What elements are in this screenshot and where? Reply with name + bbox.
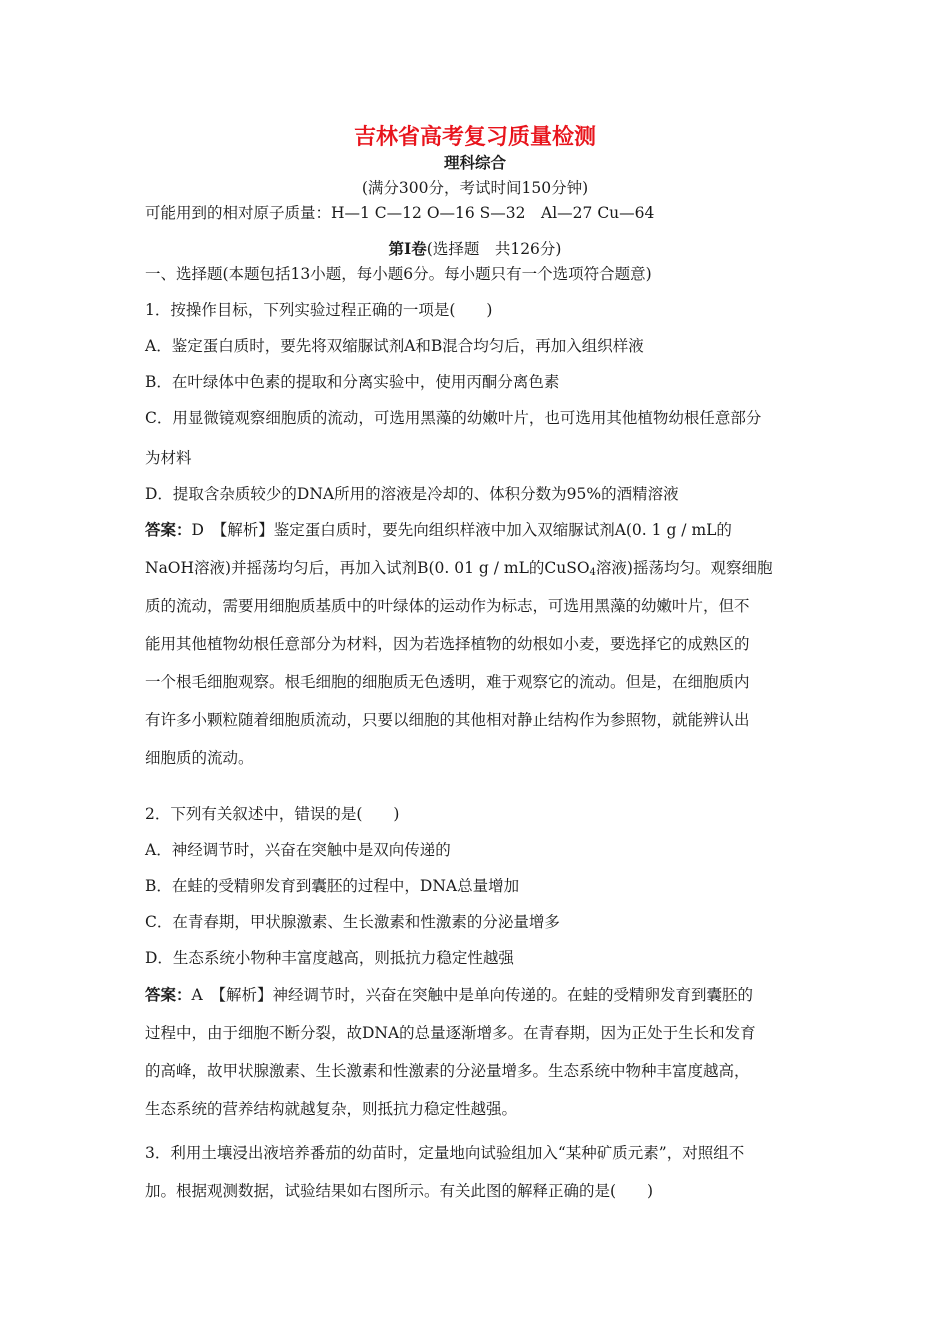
q2-option-c: C．在青春期，甲状腺激素、生长激素和性激素的分泌量增多 bbox=[145, 913, 560, 931]
q1-option-d: D．提取含杂质较少的DNA所用的溶液是冷却的、体积分数为95%的酒精溶液 bbox=[145, 485, 679, 503]
q2-option-d: D．生态系统小物种丰富度越高，则抵抗力稳定性越强 bbox=[145, 949, 514, 967]
part-title-bold: 第Ⅰ卷 bbox=[388, 239, 427, 258]
q1-option-a: A．鉴定蛋白质时，要先将双缩脲试剂A和B混合均匀后，再加入组织样液 bbox=[145, 337, 644, 355]
q3-stem-line1: 3．利用土壤浸出液培养番茄的幼苗时，定量地向试验组加入“某种矿质元素”，对照组不 bbox=[145, 1144, 745, 1162]
score-info: (满分300分，考试时间150分钟) bbox=[361, 179, 589, 197]
q1-option-b: B．在叶绿体中色素的提取和分离实验中，使用丙酮分离色素 bbox=[145, 373, 560, 391]
q1-answer-label: 答案： bbox=[145, 520, 192, 539]
q2-option-b: B．在蛙的受精卵发育到囊胚的过程中，DNA总量增加 bbox=[145, 877, 520, 895]
q1-answer-line1: 答案：D 【解析】鉴定蛋白质时，要先向组织样液中加入双缩脲试剂A(0. 1 g / mL的 bbox=[145, 520, 732, 539]
atomic-masses: 可能用到的相对原子质量：H—1 C—12 O—16 S—32 Al—27 Cu—64 bbox=[145, 204, 655, 222]
q2-answer-line1: 答案：A 【解析】神经调节时，兴奋在突触中是单向传递的。在蛙的受精卵发育到囊胚的 bbox=[145, 985, 753, 1004]
q1-answer-line5: 一个根毛细胞观察。根毛细胞的细胞质无色透明，难于观察它的流动。但是，在细胞质内 bbox=[145, 673, 750, 691]
part-title bbox=[0, 239, 950, 259]
section-instruction: 一、选择题(本题包括13小题，每小题6分。每小题只有一个选项符合题意) bbox=[145, 265, 652, 283]
q1-stem: 1．按操作目标，下列实验过程正确的一项是( ) bbox=[145, 301, 493, 319]
document-title: 吉林省高考复习质量检测 bbox=[353, 124, 596, 150]
q1-answer-line3: 质的流动，需要用细胞质基质中的叶绿体的运动作为标志，可选用黑藻的幼嫩叶片，但不 bbox=[145, 597, 750, 615]
q2-option-a: A．神经调节时，兴奋在突触中是双向传递的 bbox=[145, 841, 451, 859]
document-subtitle: 理科综合 bbox=[443, 153, 506, 172]
q1-answer-line7: 细胞质的流动。 bbox=[145, 749, 254, 767]
part-title-rest: (选择题 共126分) bbox=[426, 240, 562, 258]
q1-answer-line2: NaOH溶液)并摇荡均匀后，再加入试剂B(0. 01 g / mL的CuSO$_4$溶液)摇荡均匀。观察细胞 bbox=[145, 559, 773, 578]
q1-answer-line6: 有许多小颗粒随着细胞质流动，只要以细胞的其他相对静止结构作为参照物，就能辨认出 bbox=[145, 711, 750, 729]
q2-answer-line4: 生态系统的营养结构就越复杂，则抵抗力稳定性越强。 bbox=[145, 1100, 518, 1118]
q3-stem-line2: 加。根据观测数据，试验结果如右图所示。有关此图的解释正确的是( ) bbox=[145, 1182, 654, 1200]
q2-stem: 2．下列有关叙述中，错误的是( ) bbox=[145, 805, 400, 823]
q1-answer-line4: 能用其他植物幼根任意部分为材料，因为若选择植物的幼根如小麦，要选择它的成熟区的 bbox=[145, 635, 750, 653]
q1-option-c-line1: C．用显微镜观察细胞质的流动，可选用黑藻的幼嫩叶片，也可选用其他植物幼根任意部分 bbox=[145, 409, 762, 427]
q2-answer-line2: 过程中，由于细胞不断分裂，故DNA的总量逐渐增多。在青春期，因为正处于生长和发育 bbox=[145, 1024, 756, 1042]
q2-answer-label: 答案： bbox=[145, 985, 192, 1004]
q1-option-c-line2: 为材料 bbox=[145, 449, 192, 467]
q2-answer-line3: 的高峰，故甲状腺激素、生长激素和性激素的分泌量增多。生态系统中物种丰富度越高， bbox=[145, 1062, 750, 1080]
